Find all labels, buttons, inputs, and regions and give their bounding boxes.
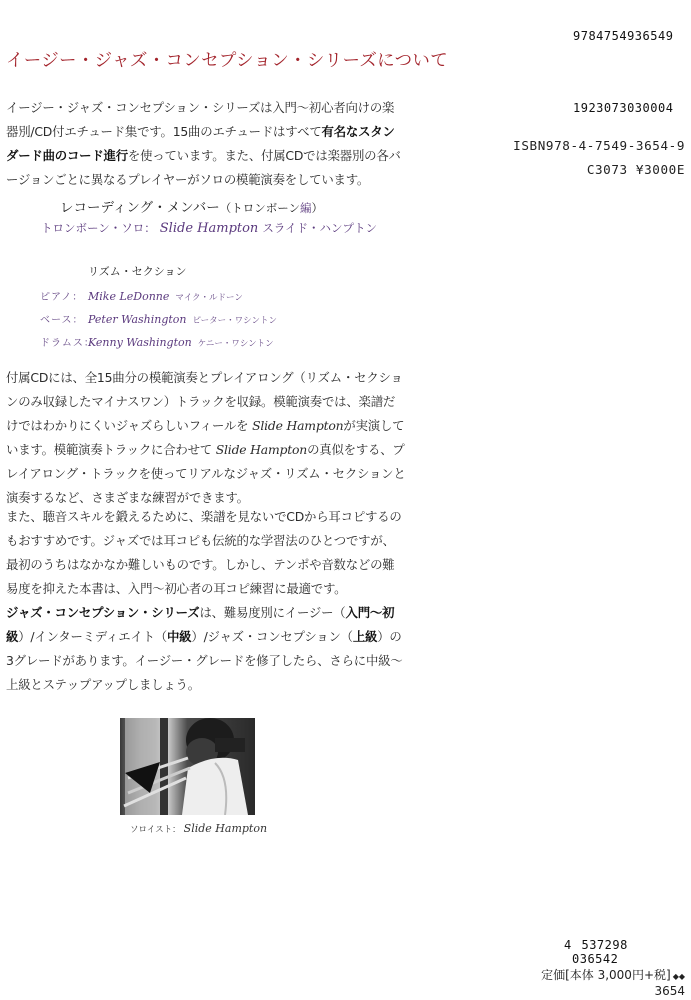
isbn-barcode (570, 0, 686, 28)
recording-members-heading (60, 196, 323, 216)
series-text-4: ）の3グレードがあります。イージー・グレードを修了したら、さらに中級～上級とステップアップしましょう。 (6, 629, 403, 692)
member-bass (40, 311, 277, 326)
rhythm-section-heading: リズム・セクション (88, 265, 187, 278)
cd-text-3: の真似をする、プレイアロング・トラックを使ってリアルなジャズ・リズム・セクションと演奏するなど、さまざまな練習ができます。 (6, 442, 406, 505)
member-role: ピアノ： (40, 292, 84, 303)
soloist-line (41, 220, 377, 236)
jan-digits-right: 036542 (572, 952, 619, 966)
edition-char: 編 (300, 201, 312, 215)
solo-label: トロンボーン・ソロ： (41, 221, 156, 235)
price-line (541, 966, 685, 983)
soloist-photo (120, 718, 255, 815)
jan-digit-left: 4 (564, 938, 572, 952)
trombonist-image (120, 718, 255, 815)
series-bold-3: 中級 (166, 629, 192, 644)
series-text-3: ）/ジャズ・コンセプション（ (191, 629, 353, 644)
isbn-line: ISBN978-4-7549-3654-9 (513, 138, 685, 153)
price-barcode-number: 1923073030004 (573, 101, 674, 115)
member-name: Mike LeDonne (88, 290, 170, 303)
intro-bold: 有名なスタンダード曲のコード進行 (6, 124, 395, 163)
intro-paragraph (6, 96, 406, 192)
solo-kana: スライド・ハンプトン (262, 221, 377, 235)
cd-name-1: Slide Hampton (252, 418, 344, 433)
member-drums (40, 334, 274, 349)
cd-text-1: 付属CDには、全15曲分の模範演奏とプレイアロング（リズム・セクションのみ収録したマイナスワン）トラックを収録。模範演奏では、楽譜だけではわかりにくいジャズらしいフィールを (6, 370, 403, 433)
series-text-1: は、難易度別にイージー（ (199, 605, 346, 620)
cd-text-2: が実演しています。模範演奏トラックに合わせて (6, 418, 405, 457)
member-kana: ケニー・ワシントン (197, 339, 274, 349)
series-bold-4: 上級 (352, 629, 378, 644)
ear-training-paragraph: また、聴音スキルを鍛えるために、楽譜を見ないでCDから耳コピするのもおすすめです。ジャズでは耳コピも伝統的な学習法のひとつですが、最初のうちはなかなか難しいものです。しかし、テンポや音数などの難易度を抑えた本書は、入門～初心者の耳コピ練習に最適です。 (6, 509, 402, 596)
instrument-edition (220, 201, 323, 215)
cd-paragraph (6, 366, 406, 510)
series-bold-2: 入門～初級 (6, 605, 395, 644)
price-barcode (570, 67, 686, 99)
intro-text-2: を使っています。また、付属CDでは楽器別の各バージョンごとに異なるプレイヤーがソロの模範演奏をしています。 (6, 148, 401, 187)
member-piano (40, 288, 243, 303)
isbn-barcode-number: 9784754936549 (573, 29, 674, 43)
page-title: イージー・ジャズ・コンセプション・シリーズについて (6, 51, 449, 71)
series-text-2: ）/インターミディエイト（ (18, 629, 167, 644)
member-name: Kenny Washington (88, 336, 192, 349)
solo-name: Slide Hampton (159, 221, 259, 236)
caption-name: Slide Hampton (183, 822, 268, 835)
price-label: 定価[本体 3,000円+税] (541, 968, 671, 982)
photo-caption (130, 822, 267, 835)
member-name: Peter Washington (88, 313, 187, 326)
jan-barcode-number (564, 938, 689, 966)
product-code: 3654 (654, 984, 685, 998)
paren-close: ） (311, 201, 323, 215)
member-role: ドラムス： (40, 338, 95, 349)
paren-open: （トロンボーン (219, 201, 300, 215)
member-kana: マイク・ルドーン (175, 293, 243, 303)
jan-digits-mid: 537298 (581, 938, 628, 952)
member-role: ベース： (40, 315, 84, 326)
series-bold-1: ジャズ・コンセプション・シリーズ (6, 605, 200, 620)
cd-name-2: Slide Hampton (215, 442, 308, 457)
intro-text: イージー・ジャズ・コンセプション・シリーズは入門～初心者向けの楽器別/CD付エチュード集です。15曲のエチュードはすべて (6, 100, 395, 139)
member-kana: ピーター・ワシントン (192, 316, 277, 326)
series-paragraph (6, 601, 406, 697)
caption-label: ソロイスト： (130, 825, 181, 835)
jan-barcode (571, 895, 686, 937)
diamond-icon: ◆◆ (672, 972, 685, 981)
recording-title: レコーディング・メンバー (60, 200, 220, 216)
price-code-line: C3073 ¥3000E (586, 162, 685, 177)
